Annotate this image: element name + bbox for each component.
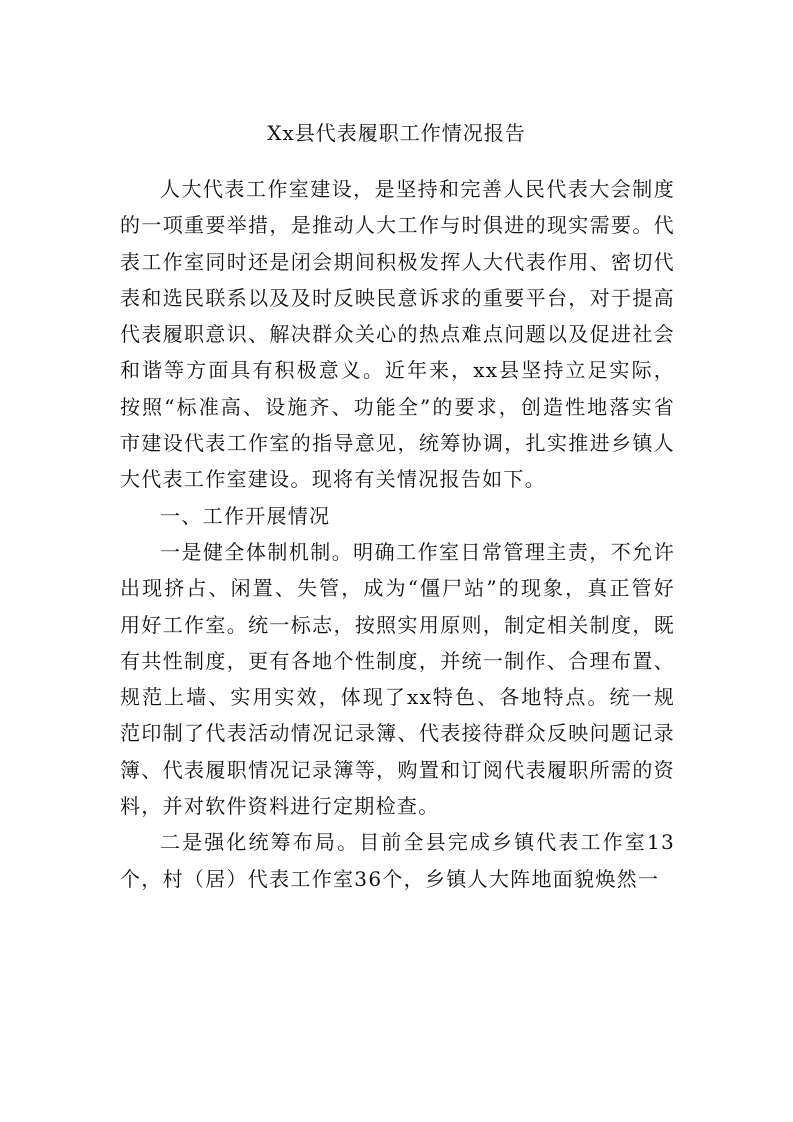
paragraph-layout: 二是强化统筹布局。目前全县完成乡镇代表工作室13个，村（居）代表工作室36个，乡镇人大阵地面貌焕然一 — [120, 830, 675, 891]
document-title: Xx县代表履职工作情况报告 — [267, 121, 526, 145]
document-body — [120, 171, 675, 897]
paragraph-intro: 人大代表工作室建设，是坚持和完善人民代表大会制度的一项重要举措，是推动人大工作与时俱进的现实需要。代表工作室同时还是闭会期间积极发挥人大代表作用、密切代表和选民联系以及及时反映民意诉求的重要平台，对于提高代表履职意识、解决群众关心的热点难点问题以及促进社会和谐等方面具有积极意义。近年来，xx县坚持立足实际，按照“标准高、设施齐、功能全”的要求，创造性地落实省市建设代表工作室的指导意见，统筹协调，扎实推进乡镇人大代表工作室建设。现将有关情况报告如下。 — [120, 177, 675, 492]
section-heading-work-status: 一、工作开展情况 — [160, 503, 331, 528]
paragraph-mechanism: 一是健全体制机制。明确工作室日常管理主责，不允许出现挤占、闲置、失管，成为“僵尸站”的现象，真正管好用好工作室。统一标志，按照实用原则，制定相关制度，既有共性制度，更有各地个性制度，并统一制作、合理布置、规范上墙、实用实效，体现了xx特色、各地特点。统一规范印制了代表活动情况记录簿、代表接待群众反映问题记录簿、代表履职情况记录簿等，购置和订阅代表履职所需的资料，并对软件资料进行定期检查。 — [120, 539, 675, 819]
